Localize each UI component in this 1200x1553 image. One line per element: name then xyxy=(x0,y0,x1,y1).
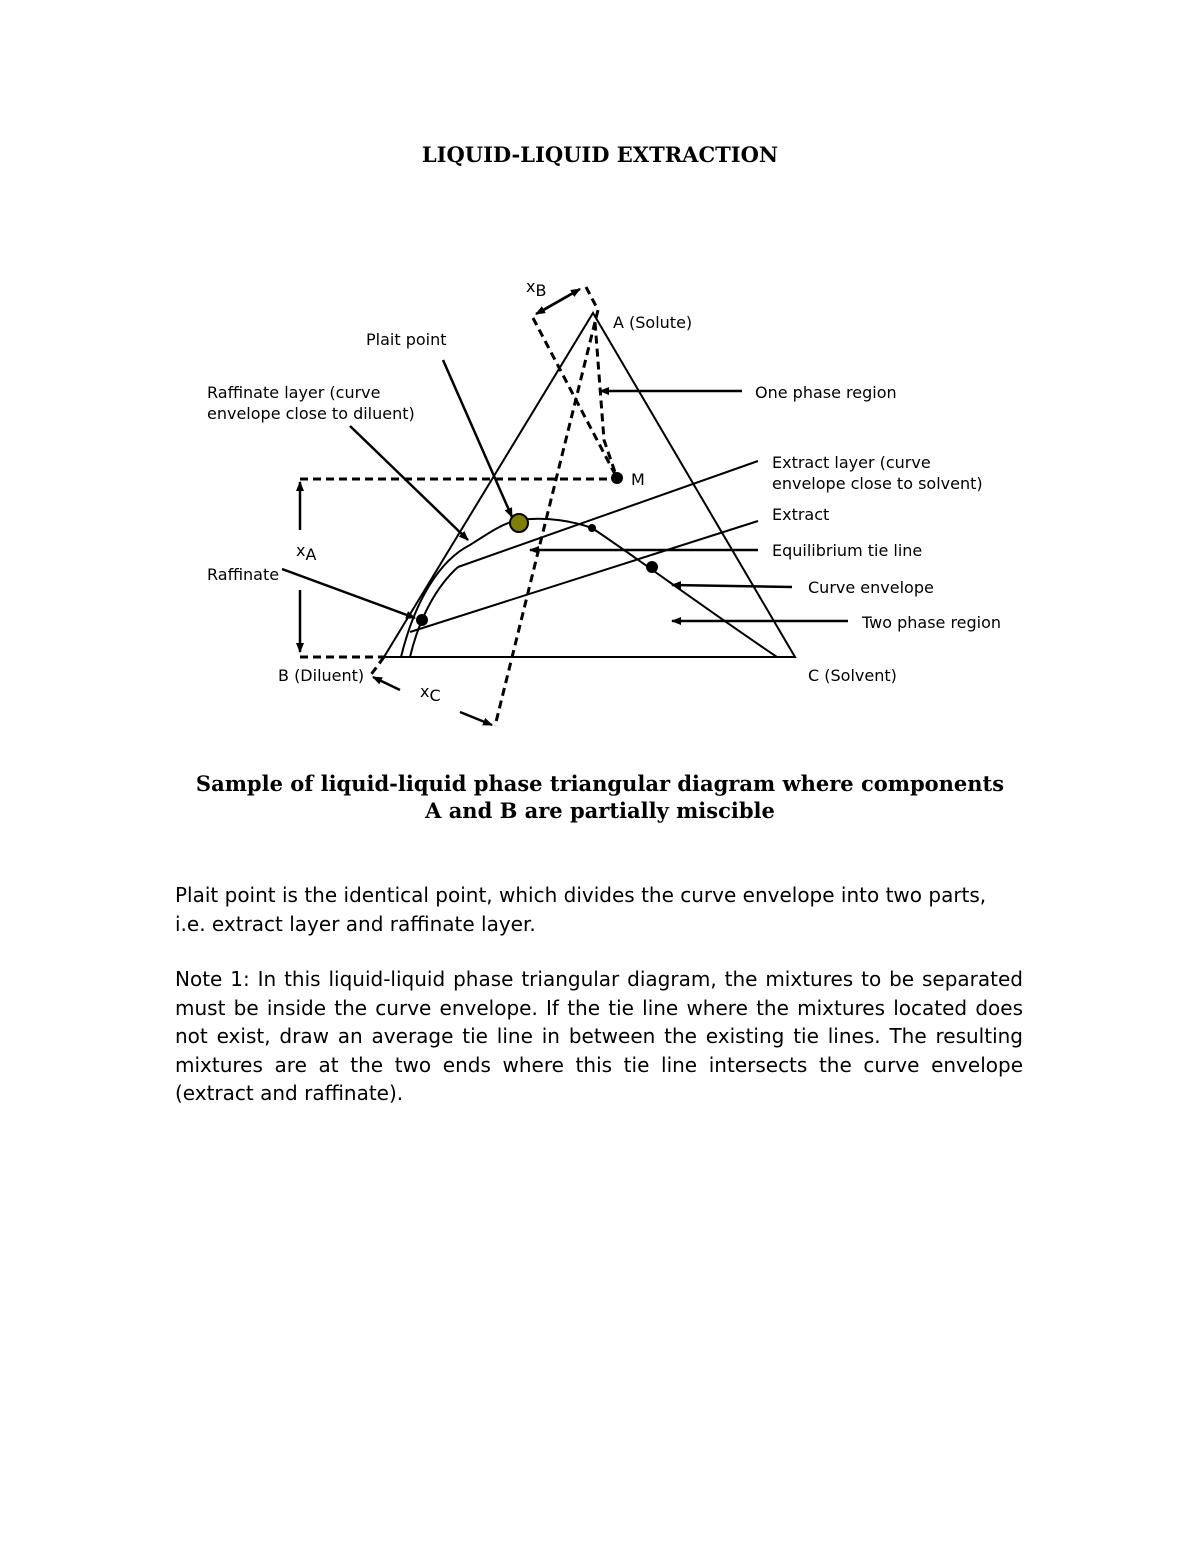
page-title: LIQUID-LIQUID EXTRACTION xyxy=(421,142,779,167)
tie-line-lower xyxy=(410,521,758,632)
label-xa: xA xyxy=(296,541,317,564)
point-m xyxy=(611,472,623,484)
label-equilibrium-tie-line: Equilibrium tie line xyxy=(772,541,923,560)
inner-raffinate-branch xyxy=(410,567,458,657)
caption-line-1: Sample of liquid-liquid phase triangular diagram where components xyxy=(195,771,1005,796)
figure-caption xyxy=(0,770,1200,824)
raffinate-point xyxy=(416,614,428,626)
label-raffinate: Raffinate xyxy=(207,565,280,584)
label-raffinate-layer-2: envelope close to diluent) xyxy=(207,404,415,423)
paragraph-note-1: Note 1: In this liquid-liquid phase triangular diagram, the mixtures to be separated must be inside the curve envelope. If the tie line where the mixtures located does not exist, draw an average tie line in between the existing tie lines. The resulting mixtures are at the two ends where this tie line intersects the curve envelope (extract and raffinate). xyxy=(175,967,1023,1105)
dimension-arrows xyxy=(300,289,580,725)
curve-envelope xyxy=(401,519,777,657)
label-c-solvent: C (Solvent) xyxy=(808,666,897,685)
label-two-phase-region: Two phase region xyxy=(862,613,1002,632)
label-extract-layer-2: envelope close to solvent) xyxy=(772,474,983,493)
label-one-phase-region: One phase region xyxy=(755,383,897,402)
tie-point-upper xyxy=(588,524,596,532)
label-extract: Extract xyxy=(772,505,830,524)
label-curve-envelope: Curve envelope xyxy=(808,578,934,597)
caption-line-2: A and B are partially miscible xyxy=(425,798,775,823)
label-extract-layer-1: Extract layer (curve xyxy=(772,453,931,472)
label-xb: xB xyxy=(526,277,547,300)
label-b-diluent: B (Diluent) xyxy=(278,666,365,685)
label-a-solute: A (Solute) xyxy=(613,313,693,332)
label-raffinate-layer-1: Raffinate layer (curve xyxy=(207,383,381,402)
label-xc: xC xyxy=(420,682,441,705)
plait-point-marker xyxy=(510,514,528,532)
label-plait-point: Plait point xyxy=(366,330,447,349)
ternary-phase-diagram xyxy=(0,0,1200,760)
extract-point xyxy=(646,561,658,573)
paragraph-plait-point: Plait point is the identical point, which divides the curve envelope into two parts, i.e. extract layer and raffinate layer. xyxy=(175,883,987,936)
label-m: M xyxy=(631,470,645,489)
